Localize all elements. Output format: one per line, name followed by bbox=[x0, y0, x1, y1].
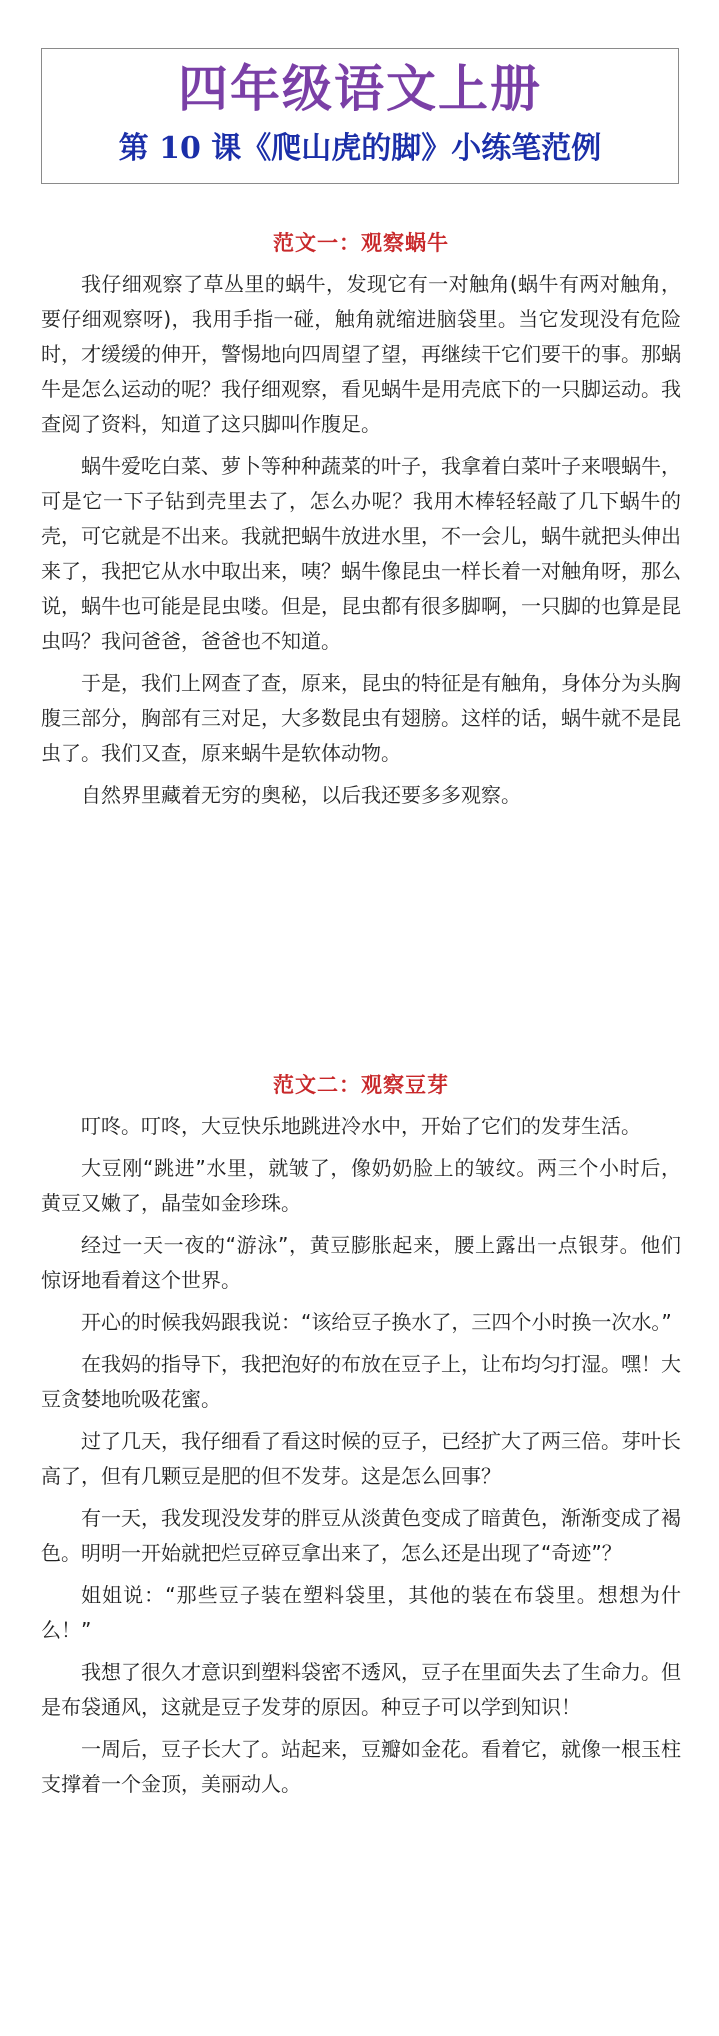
essay-section-1 bbox=[41, 228, 681, 820]
essay-2-paragraph: 大豆刚“跳进”水里，就皱了，像奶奶脸上的皱纹。两三个小时后，黄豆又嫩了，晶莹如金珍珠。 bbox=[41, 1156, 681, 1215]
essay-2-paragraph: 在我妈的指导下，我把泡好的布放在豆子上，让布均匀打湿。嘿！大豆贪婪地吮吸花蜜。 bbox=[41, 1352, 681, 1411]
essay-1-paragraph: 我仔细观察了草丛里的蜗牛，发现它有一对触角(蜗牛有两对触角，要仔细观察呀)，我用手指一碰，触角就缩进脑袋里。当它发现没有危险时，才缓缓的伸开，警惕地向四周望了望，再继续干它们要干的事。那蜗牛是怎么运动的呢？我仔细观察，看见蜗牛是用壳底下的一只脚运动。我查阅了资料，知道了这只脚叫作腹足。 bbox=[41, 272, 681, 436]
essay-1-paragraph: 蜗牛爱吃白菜、萝卜等种种蔬菜的叶子，我拿着白菜叶子来喂蜗牛，可是它一下子钻到壳里去了，怎么办呢？我用木棒轻轻敲了几下蜗牛的壳，可它就是不出来。我就把蜗牛放进水里，不一会儿，蜗牛就把头伸出来了，我把它从水中取出来，咦？蜗牛像昆虫一样长着一对触角呀，那么说，蜗牛也可能是昆虫喽。但是，昆虫都有很多脚啊，一只脚的也算是昆虫吗？我问爸爸，爸爸也不知道。 bbox=[41, 454, 681, 653]
essay-2-paragraph: 我想了很久才意识到塑料袋密不透风，豆子在里面失去了生命力。但是布袋通风，这就是豆子发芽的原因。种豆子可以学到知识！ bbox=[41, 1660, 681, 1719]
essay-section-2 bbox=[41, 1070, 681, 1809]
essay-1-paragraph: 自然界里藏着无穷的奥秘，以后我还要多多观察。 bbox=[81, 783, 521, 807]
essay-2-paragraph: 一周后，豆子长大了。站起来，豆瓣如金花。看着它，就像一根玉柱支撑着一个金顶，美丽动人。 bbox=[41, 1737, 681, 1796]
page-title: 四年级语文上册 bbox=[178, 59, 542, 118]
essay-2-paragraph: 姐姐说：“那些豆子装在塑料袋里，其他的装在布袋里。想想为什么！” bbox=[41, 1583, 681, 1642]
essay-2-paragraph: 叮咚。叮咚，大豆快乐地跳进冷水中，开始了它们的发芽生活。 bbox=[81, 1114, 641, 1138]
essay-2-paragraph: 开心的时候我妈跟我说：“该给豆子换水了，三四个小时换一次水。” bbox=[81, 1310, 672, 1334]
essay-2-title: 范文二：观察豆芽 bbox=[273, 1072, 449, 1097]
page-subtitle: 第 10 课《爬山虎的脚》小练笔范例 bbox=[118, 131, 602, 166]
essay-2-paragraph: 经过一天一夜的“游泳”，黄豆膨胀起来，腰上露出一点银芽。他们惊讶地看着这个世界。 bbox=[41, 1233, 681, 1292]
essay-2-paragraph: 过了几天，我仔细看了看这时候的豆子，已经扩大了两三倍。芽叶长高了，但有几颗豆是肥的但不发芽。这是怎么回事？ bbox=[41, 1429, 681, 1488]
title-box bbox=[41, 48, 679, 184]
essay-1-paragraph: 于是，我们上网查了查，原来，昆虫的特征是有触角，身体分为头胸腹三部分，胸部有三对足，大多数昆虫有翅膀。这样的话，蜗牛就不是昆虫了。我们又查，原来蜗牛是软体动物。 bbox=[41, 671, 681, 765]
essay-2-paragraph: 有一天，我发现没发芽的胖豆从淡黄色变成了暗黄色，渐渐变成了褐色。明明一开始就把烂豆碎豆拿出来了，怎么还是出现了“奇迹”？ bbox=[41, 1506, 681, 1565]
essay-1-title: 范文一：观察蜗牛 bbox=[273, 230, 449, 255]
